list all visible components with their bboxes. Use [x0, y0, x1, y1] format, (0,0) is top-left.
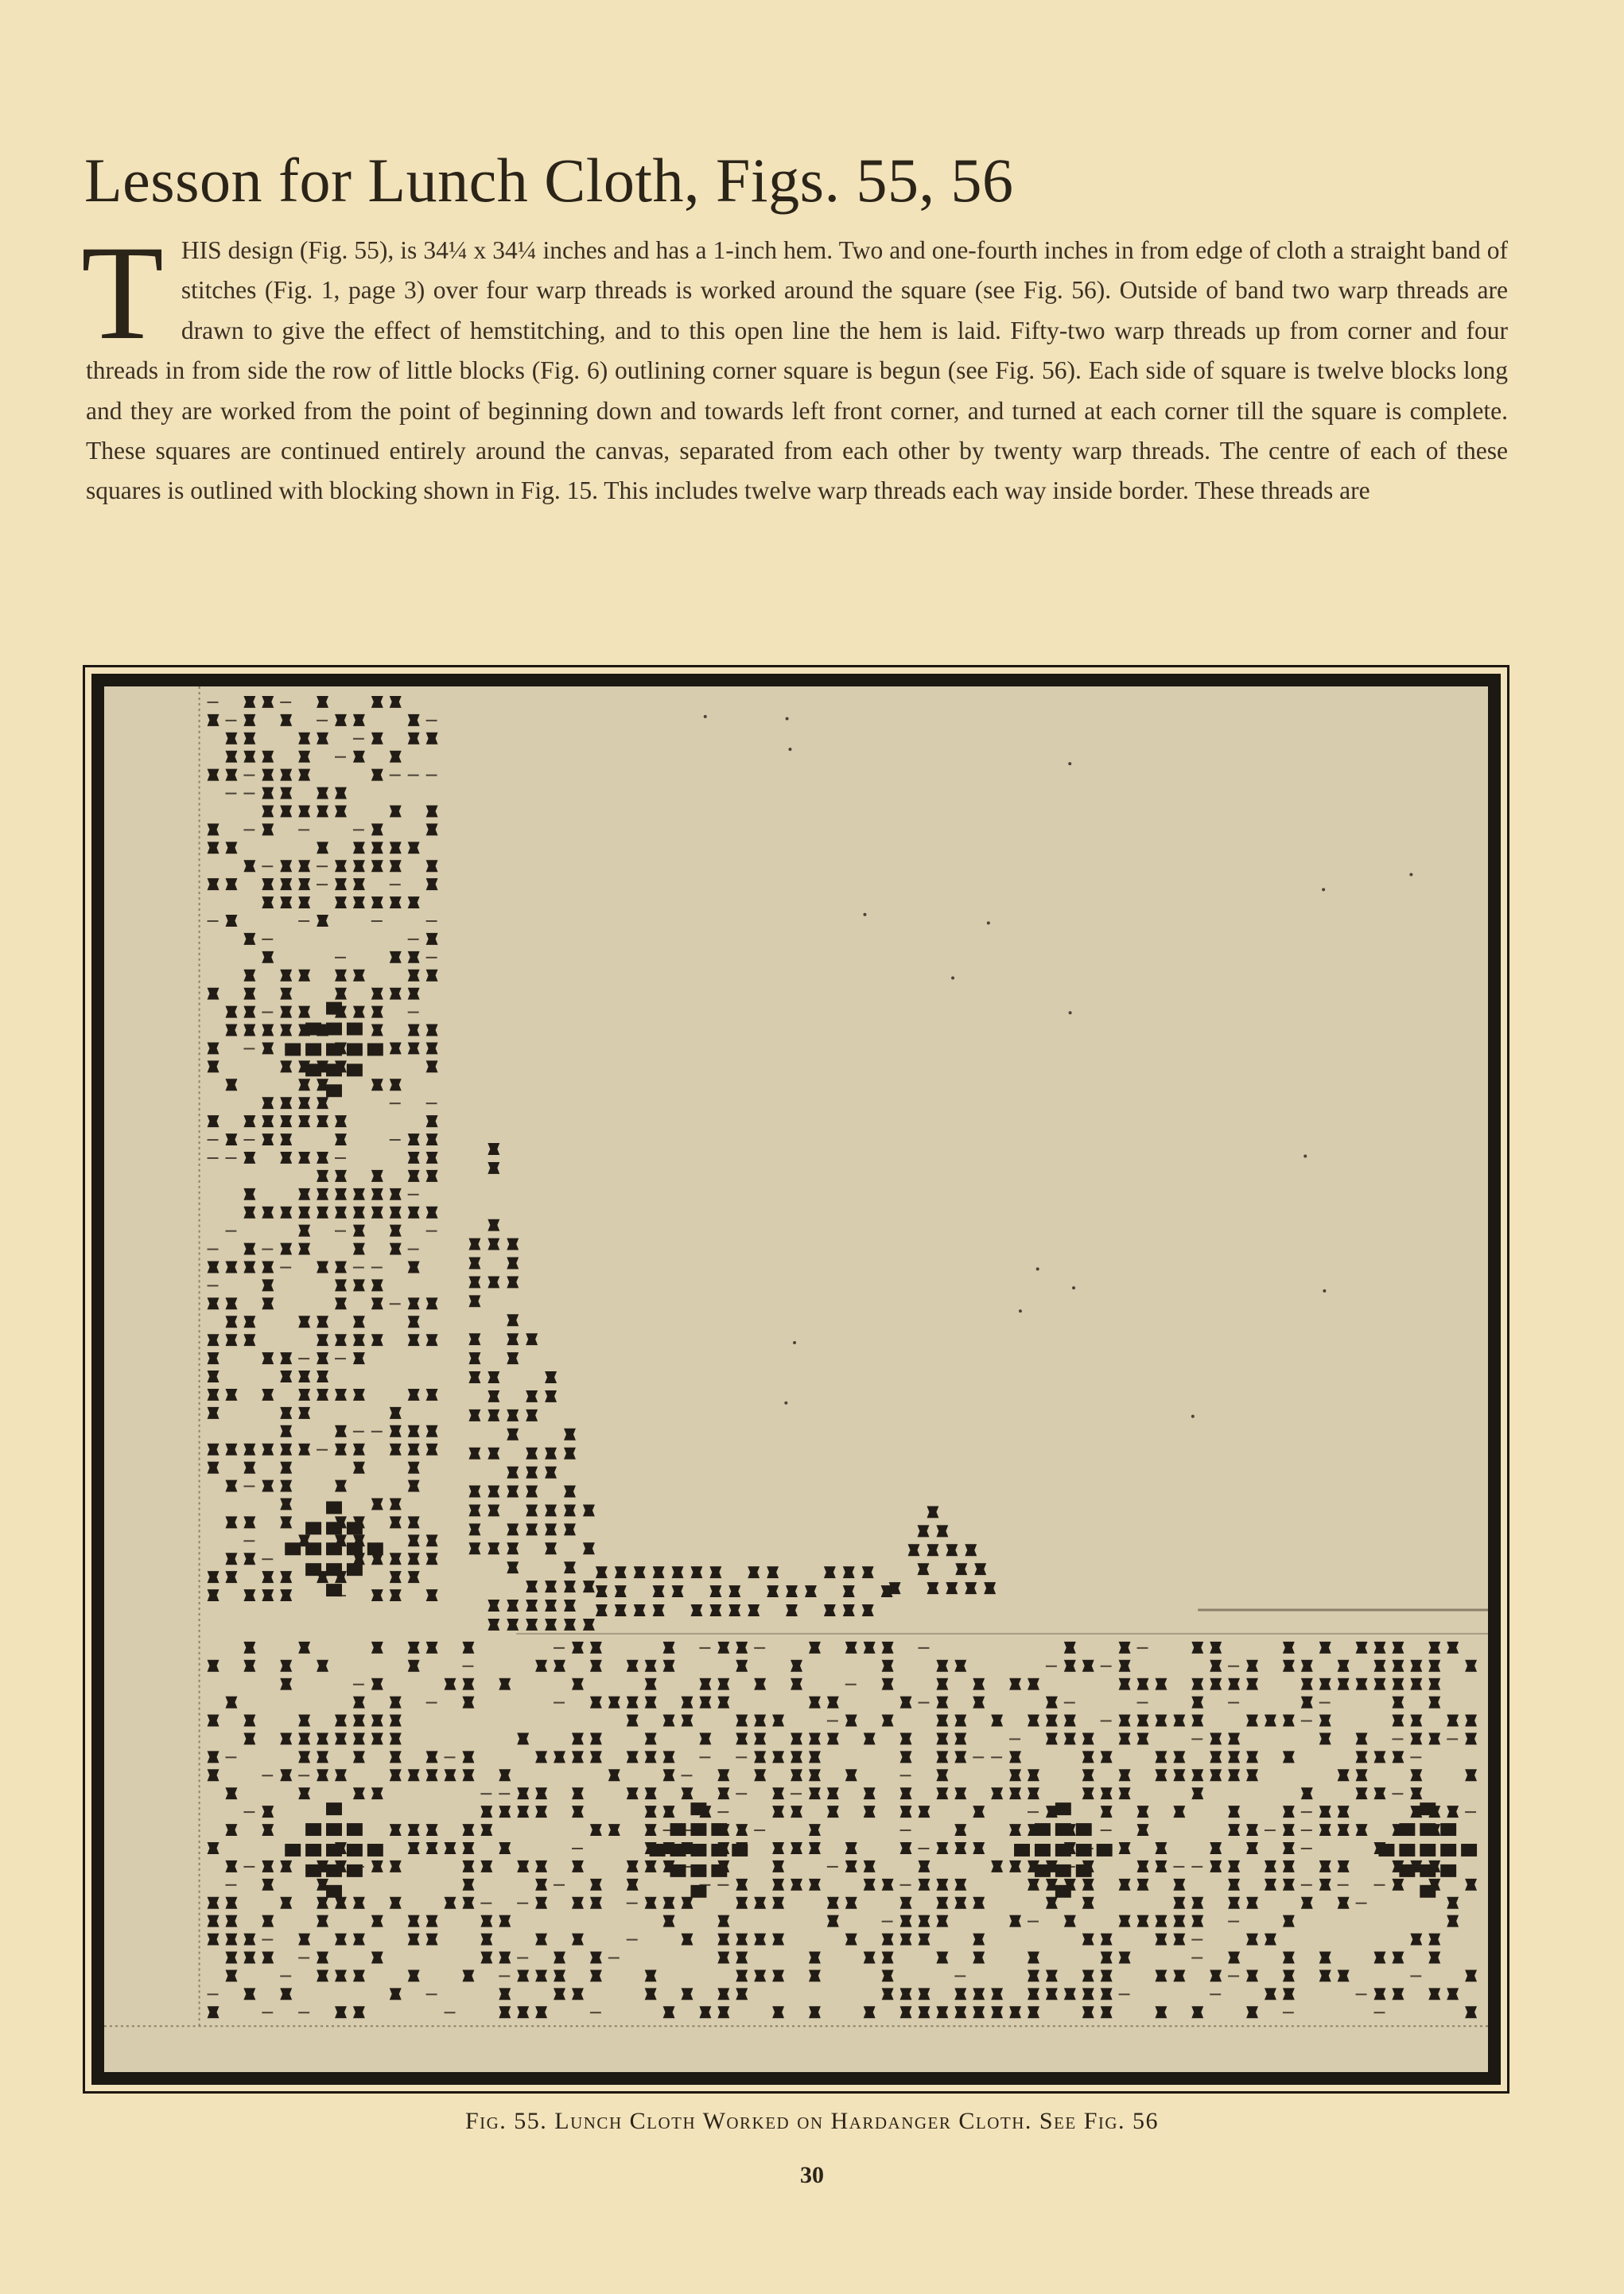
stitch-block: [690, 1823, 706, 1836]
stitch-block: [326, 1522, 342, 1534]
stitch-block: [711, 1844, 727, 1857]
stitch-block: [347, 1823, 363, 1836]
stitch-block: [347, 1563, 363, 1576]
cloth-speck: [704, 715, 707, 718]
stitch-block: [347, 1542, 363, 1555]
stitch-block: [1055, 1844, 1071, 1857]
stitch-block: [347, 1864, 363, 1877]
stitch-block: [326, 1002, 342, 1015]
stitch-block: [285, 1542, 301, 1555]
stitch-block: [326, 1864, 342, 1877]
stitch-block: [347, 1023, 363, 1036]
stitch-block: [1420, 1823, 1436, 1836]
figure-caption: Fig. 55. Lunch Cloth Worked on Hardanger Cloth. See Fig. 56: [464, 2108, 1160, 2134]
stitch-block: [732, 1844, 748, 1857]
stitch-block: [326, 1023, 342, 1036]
stitch-block: [1420, 1844, 1436, 1857]
stitch-block: [305, 1043, 321, 1056]
stitch-block: [670, 1844, 686, 1857]
cloth-speck: [1303, 1154, 1307, 1157]
stitch-block: [1076, 1864, 1092, 1877]
cloth-speck: [1019, 1309, 1022, 1312]
stitch-block: [347, 1522, 363, 1534]
stitch-block: [367, 1043, 383, 1056]
stitch-block: [1378, 1844, 1394, 1857]
stitch-block: [1420, 1802, 1436, 1815]
lunch-cloth-photo: [91, 674, 1501, 2085]
stitch-block: [326, 1885, 342, 1898]
stitch-block: [711, 1823, 727, 1836]
cloth-speck: [863, 913, 866, 916]
stitch-block: [305, 1563, 321, 1576]
drop-cap: T: [81, 218, 164, 367]
cloth-speck: [788, 748, 791, 751]
stitch-block: [326, 1584, 342, 1596]
cloth-speck: [784, 1402, 787, 1405]
stitch-block: [670, 1823, 686, 1836]
stitch-block: [326, 1563, 342, 1576]
body-text: HIS design (Fig. 55), is 34¼ x 34¼ inches and has a 1-inch hem. Two and one-fourth inches in from edge of cloth a straight band of stitches (Fig. 1, page 3) over four warp threads is worked around the square (see Fig. 56). Outside of band two warp threads are drawn to give the effect of hemstitching, and to this open line the hem is laid. Fifty-two warp threads up from corner and four threads in from side the row of little blocks (Fig. 6) outlining corner square is begun (see Fig. 56). Each side of square is twelve blocks long and they are worked from the point of beginning down and towards left front corner, and turned at each corner till the square is complete. These squares are continued entirely around the canvas, separated from each other by twenty warp threads. The centre of each of these squares is outlined with blocking shown in Fig. 15. This includes twelve warp threads each way inside border. These threads are: [86, 236, 1508, 505]
cloth-speck: [1191, 1415, 1195, 1418]
hardanger-embroidery-illustration: [104, 686, 1488, 2072]
stitch-block: [670, 1864, 686, 1877]
stitch-block: [1076, 1823, 1092, 1836]
cloth-speck: [1068, 762, 1071, 765]
cloth-speck: [1036, 1267, 1039, 1270]
body-paragraph: [81, 218, 1508, 511]
stitch-block: [326, 1542, 342, 1555]
cloth-speck: [987, 921, 990, 924]
stitch-block: [1055, 1885, 1071, 1898]
stitch-block: [1440, 1823, 1456, 1836]
stitch-block: [326, 1802, 342, 1815]
stitch-block: [1035, 1864, 1051, 1877]
stitch-block: [326, 1844, 342, 1857]
stitch-block: [347, 1844, 363, 1857]
stitch-block: [1035, 1844, 1051, 1857]
cloth-speck: [1322, 888, 1325, 891]
stitch-block: [711, 1864, 727, 1877]
stitch-block: [1076, 1844, 1092, 1857]
cloth-speck: [951, 976, 954, 979]
stitch-block: [690, 1802, 706, 1815]
stitch-block: [326, 1823, 342, 1836]
stitch-block: [1097, 1844, 1113, 1857]
stitch-block: [1035, 1823, 1051, 1836]
cloth-speck: [1072, 1286, 1075, 1289]
stitch-block: [347, 1063, 363, 1076]
stitch-block: [1420, 1885, 1436, 1898]
stitch-block: [1440, 1844, 1456, 1857]
stitch-block: [305, 1522, 321, 1534]
cloth-speck: [786, 717, 789, 720]
stitch-block: [367, 1542, 383, 1555]
cloth-speck: [793, 1341, 796, 1344]
stitch-block: [326, 1043, 342, 1056]
stitch-block: [347, 1043, 363, 1056]
page-title: Lesson for Lunch Cloth, Figs. 55, 56: [84, 146, 1014, 215]
stitch-block: [305, 1542, 321, 1555]
stitch-block: [305, 1864, 321, 1877]
stitch-block: [1440, 1864, 1456, 1877]
stitch-block: [1420, 1864, 1436, 1877]
stitch-block: [285, 1043, 301, 1056]
stitch-block: [326, 1501, 342, 1514]
stitch-block: [305, 1063, 321, 1076]
stitch-block: [690, 1844, 706, 1857]
stitch-block: [326, 1084, 342, 1097]
stitch-block: [1399, 1864, 1415, 1877]
cloth-speck: [1323, 1289, 1326, 1293]
cloth-speck: [1069, 1011, 1072, 1014]
page-number: 30: [800, 2162, 824, 2188]
stitch-block: [285, 1844, 301, 1857]
stitch-block: [690, 1885, 706, 1898]
stitch-block: [1461, 1844, 1477, 1857]
stitch-block: [690, 1864, 706, 1877]
cloth-speck: [1409, 873, 1412, 876]
stitch-block: [305, 1823, 321, 1836]
stitch-block: [305, 1023, 321, 1036]
stitch-block: [1399, 1823, 1415, 1836]
stitch-block: [1055, 1802, 1071, 1815]
stitch-block: [1399, 1844, 1415, 1857]
stitch-block: [650, 1844, 666, 1857]
stitch-block: [305, 1844, 321, 1857]
figure-frame: [83, 665, 1509, 2094]
stitch-block: [1055, 1864, 1071, 1877]
stitch-block: [367, 1844, 383, 1857]
stitch-block: [1055, 1823, 1071, 1836]
stitch-block: [1014, 1844, 1030, 1857]
stitch-block: [326, 1063, 342, 1076]
